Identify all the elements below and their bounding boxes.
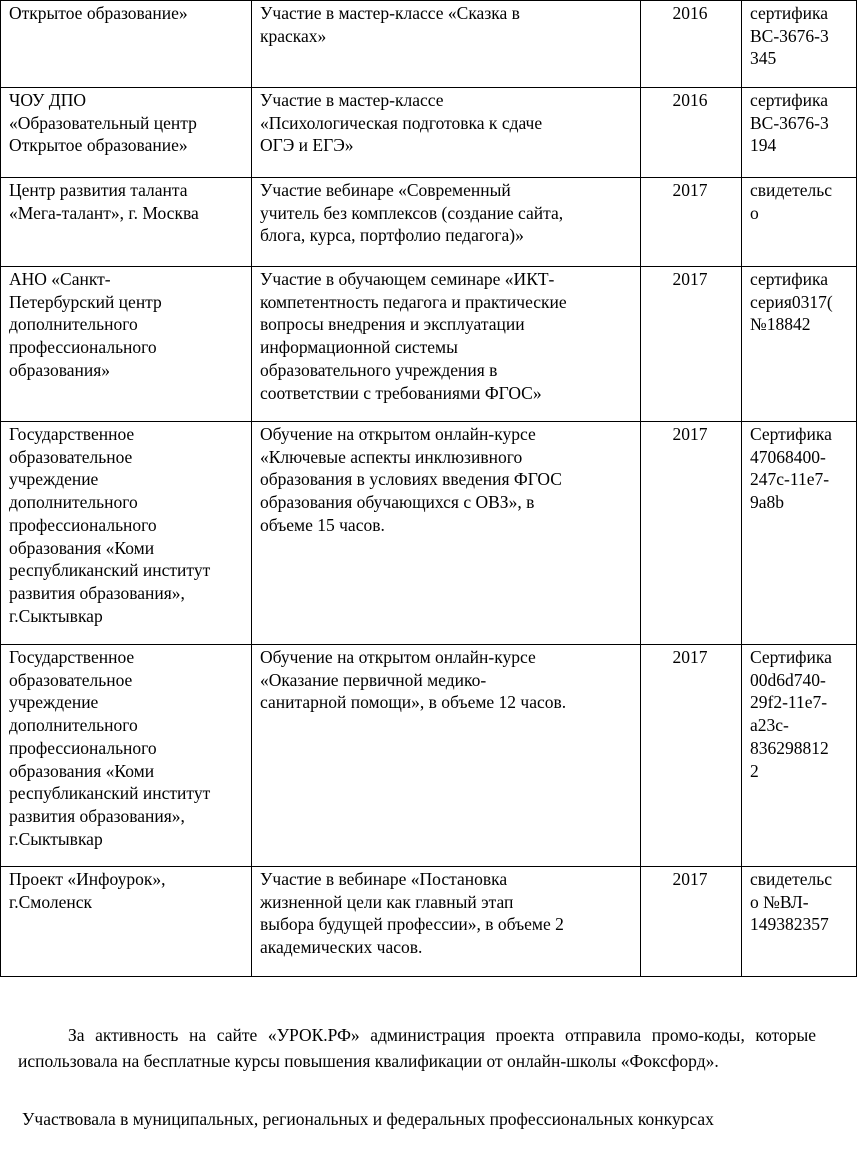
organization-cell: Государственное образовательное учреждение дополнительного профессионального образования «Коми республиканский институт развития образования», г.Сыктывкар — [1, 645, 252, 867]
event-cell: Участие в вебинаре «Постановка жизненной цели как главный этап выбора будущей профессии», в объеме 2 академических часов. — [252, 867, 641, 977]
document-cell: свидетельс о №ВЛ- 149382357 — [742, 867, 857, 977]
organization-cell: Государственное образовательное учреждение дополнительного профессионального образования «Коми республиканский институт развития образования», г.Сыктывкар — [1, 422, 252, 645]
event-cell: Участие вебинаре «Современный учитель без комплексов (создание сайта, блога, курса, портфолио педагога)» — [252, 178, 641, 267]
year-cell: 2017 — [641, 867, 742, 977]
table-row — [1, 422, 857, 645]
event-cell: Обучение на открытом онлайн-курсе «Ключевые аспекты инклюзивного образования в условиях введения ФГОС образования обучающихся с ОВЗ», в объеме 15 часов. — [252, 422, 641, 645]
table-row — [1, 867, 857, 977]
organization-cell: Открытое образование» — [1, 1, 252, 88]
table-row — [1, 1, 857, 88]
event-cell: Участие в мастер-классе «Сказка в красках» — [252, 1, 641, 88]
organization-cell: Проект «Инфоурок», г.Смоленск — [1, 867, 252, 977]
year-cell: 2017 — [641, 422, 742, 645]
event-cell: Обучение на открытом онлайн-курсе «Оказание первичной медико- санитарной помощи», в объеме 12 часов. — [252, 645, 641, 867]
organization-cell: АНО «Санкт- Петербурский центр дополнительного профессионального образования» — [1, 267, 252, 422]
table-row — [1, 267, 857, 422]
document-cell: Сертифика 47068400- 247c-11e7- 9a8b — [742, 422, 857, 645]
table-row — [1, 88, 857, 178]
year-cell: 2017 — [641, 178, 742, 267]
year-cell: 2017 — [641, 267, 742, 422]
document-cell: сертифика ВС-3676-3 194 — [742, 88, 857, 178]
year-cell: 2017 — [641, 645, 742, 867]
document-cell: сертифика ВС-3676-3 345 — [742, 1, 857, 88]
contests-paragraph: Участвовала в муниципальных, региональных и федеральных профессиональных конкурсах — [22, 1109, 714, 1129]
year-cell: 2016 — [641, 1, 742, 88]
document-cell: Сертифика 00d6d740- 29f2-11e7- a23c- 836298812 2 — [742, 645, 857, 867]
event-cell: Участие в обучающем семинаре «ИКТ- компетентность педагога и практические вопросы внедрения и эксплуатации информационной системы образовательного учреждения в соответствии с требованиями ФГОС» — [252, 267, 641, 422]
promo-codes-paragraph: За активность на сайте «УРОК.РФ» администрация проекта отправила промо-коды, которые использовала на бесплатные курсы повышения квалификации от онлайн-школы «Фоксфорд». — [18, 1025, 816, 1071]
document-cell: сертифика серия0317( №18842 — [742, 267, 857, 422]
document-cell: свидетельс о — [742, 178, 857, 267]
year-cell: 2016 — [641, 88, 742, 178]
table-row — [1, 645, 857, 867]
table-row — [1, 178, 857, 267]
organization-cell: ЧОУ ДПО «Образовательный центр Открытое образование» — [1, 88, 252, 178]
event-cell: Участие в мастер-классе «Психологическая подготовка к сдаче ОГЭ и ЕГЭ» — [252, 88, 641, 178]
organization-cell: Центр развития таланта «Мега-талант», г. Москва — [1, 178, 252, 267]
table-body — [1, 1, 857, 977]
